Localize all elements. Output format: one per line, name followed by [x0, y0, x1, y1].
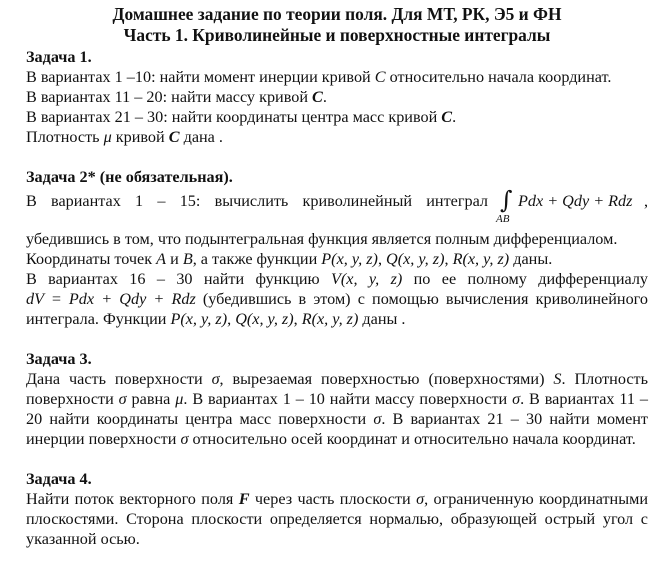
task-1-line-3: В вариантах 21 – 30: найти координаты центра масс кривой C.	[26, 108, 457, 126]
integral-expression: Pdx + Qdy + Rdz	[518, 192, 633, 210]
task-2-line-1: В вариантах 1 – 15: вычислить криволинейный интеграл	[26, 192, 488, 210]
task-2-line-3: Координаты точек A и B, а также функции P(x, y, z), Q(x, y, z), R(x, y, z) даны.	[26, 250, 553, 268]
task-3-text: Дана часть поверхности σ, вырезаемая поверхностью (поверхностями) S. Плотность поверхности σ равна μ. В вариантах 1 – 10 найти массу поверхности σ. В вариантах 11 – 20 найти координаты центра масс поверхности σ. В вариантах 21 – 30 найти момент инерции поверхности σ относительно осей координат и относительно начала координат.	[26, 370, 649, 448]
task-2-line-4: В вариантах 16 – 30 найти функцию V(x, y, z) по ее полному дифференциалу	[26, 270, 648, 288]
task-4	[26, 469, 648, 549]
task-1	[26, 47, 648, 147]
page-title: Домашнее задание по теории поля. Для МТ, РК, Э5 и ФН	[112, 4, 562, 24]
page-subtitle: Часть 1. Криволинейные и поверхностные интегралы	[123, 25, 551, 45]
line-integral	[494, 186, 649, 229]
task-2-integral-line	[26, 187, 648, 229]
task-3	[26, 349, 648, 449]
task-2-line-5: dV = Pdx + Qdy + Rdz (убедившись в этом) с помощью вычисления криволинейного	[26, 290, 648, 308]
integral-subscript: AB	[496, 213, 510, 225]
task-1-line-4: Плотность μ кривой C дана .	[26, 128, 223, 146]
task-2-heading: Задача 2* (не обязательная).	[26, 168, 233, 186]
integral-sign-icon: ∫	[500, 186, 513, 214]
task-1-line-1: В вариантах 1 –10: найти момент инерции кривой C относительно начала координат.	[26, 68, 612, 86]
task-4-heading: Задача 4.	[26, 470, 92, 488]
document-page	[26, 4, 648, 549]
integral-comma: ,	[644, 192, 649, 210]
task-2	[26, 167, 648, 329]
task-1-heading: Задача 1.	[26, 48, 92, 66]
task-3-heading: Задача 3.	[26, 350, 92, 368]
task-2-line-2: убедившись в том, что подынтегральная функция является полным дифференциалом.	[26, 230, 618, 248]
task-4-text: Найти поток векторного поля F через часть плоскости σ, ограниченную координатными плоскостями. Сторона плоскости определяется нормалью, образующей острый угол с указанной осью.	[26, 490, 648, 548]
task-1-line-2: В вариантах 11 – 20: найти массу кривой C.	[26, 88, 327, 106]
task-2-line-6: интеграла. Функции P(x, y, z), Q(x, y, z), R(x, y, z) даны .	[26, 310, 406, 328]
